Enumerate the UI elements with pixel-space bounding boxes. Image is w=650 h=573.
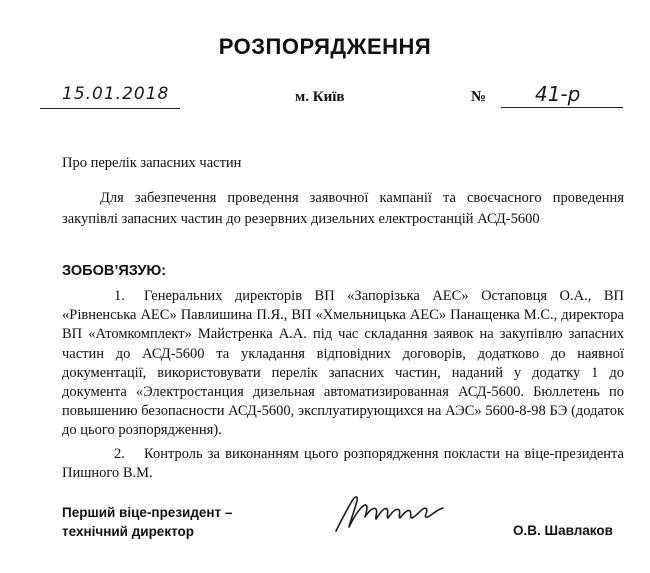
- subject-line: Про перелік запасних частин: [62, 155, 242, 171]
- item-text: Контроль за виконанням цього розпорядження покласти на віце-президента Пишного В.М.: [62, 445, 624, 481]
- number-underline: [501, 107, 623, 108]
- handwritten-signature: [330, 487, 450, 537]
- handwritten-number: 41-р: [535, 82, 581, 106]
- date-field: [40, 84, 180, 109]
- position-line-1: Перший віце-президент –: [62, 505, 233, 520]
- document-title: РОЗПОРЯДЖЕННЯ: [218, 34, 432, 59]
- order-item-1: [62, 287, 624, 441]
- number-sign: №: [471, 89, 487, 105]
- city-label: м. Київ: [295, 89, 345, 105]
- handwritten-date: 15.01.2018: [62, 84, 170, 104]
- signatory-position: [62, 503, 232, 541]
- item-text: Генеральних директорів ВП «Запорізька АЕС» Остаповця О.А., ВП «Рівненська АЕС» Павлишина П.Я., ВП «Хмельницька АЕС» Панащенка М.С., директора ВП «Атомкомплект» Майстренка А.А. під час складання заявок на закупівлю запасних частин до АСД-5600 та укладання відповідних договорів, додатково до наявної документації, використовувати перелік запасних частин, наданий у додатку 1 до документа «Электростанция дизельная автоматизированная АСД-5600. Бюллетень по повышению безопасности АСД-5600, эксплуатирующихся на АЭС» 5600-8-98 БЭ (додаток до цього розпорядження).: [62, 288, 624, 439]
- order-number-field: [471, 84, 623, 108]
- item-number: 1.: [114, 288, 125, 304]
- order-item-2: [62, 445, 624, 483]
- position-line-2: технічний директор: [62, 524, 195, 539]
- intro-paragraph: Для забезпечення проведення заявочної кампанії та своєчасного проведення закупівлі запасних частин до резервних дизельних електростанцій АСД-5600: [62, 190, 624, 227]
- signatory-name: О.В. Шавлаков: [513, 523, 613, 538]
- item-number: 2.: [114, 445, 125, 462]
- directive-heading: ЗОБОВ’ЯЗУЮ:: [62, 263, 167, 279]
- order-items: [62, 287, 624, 483]
